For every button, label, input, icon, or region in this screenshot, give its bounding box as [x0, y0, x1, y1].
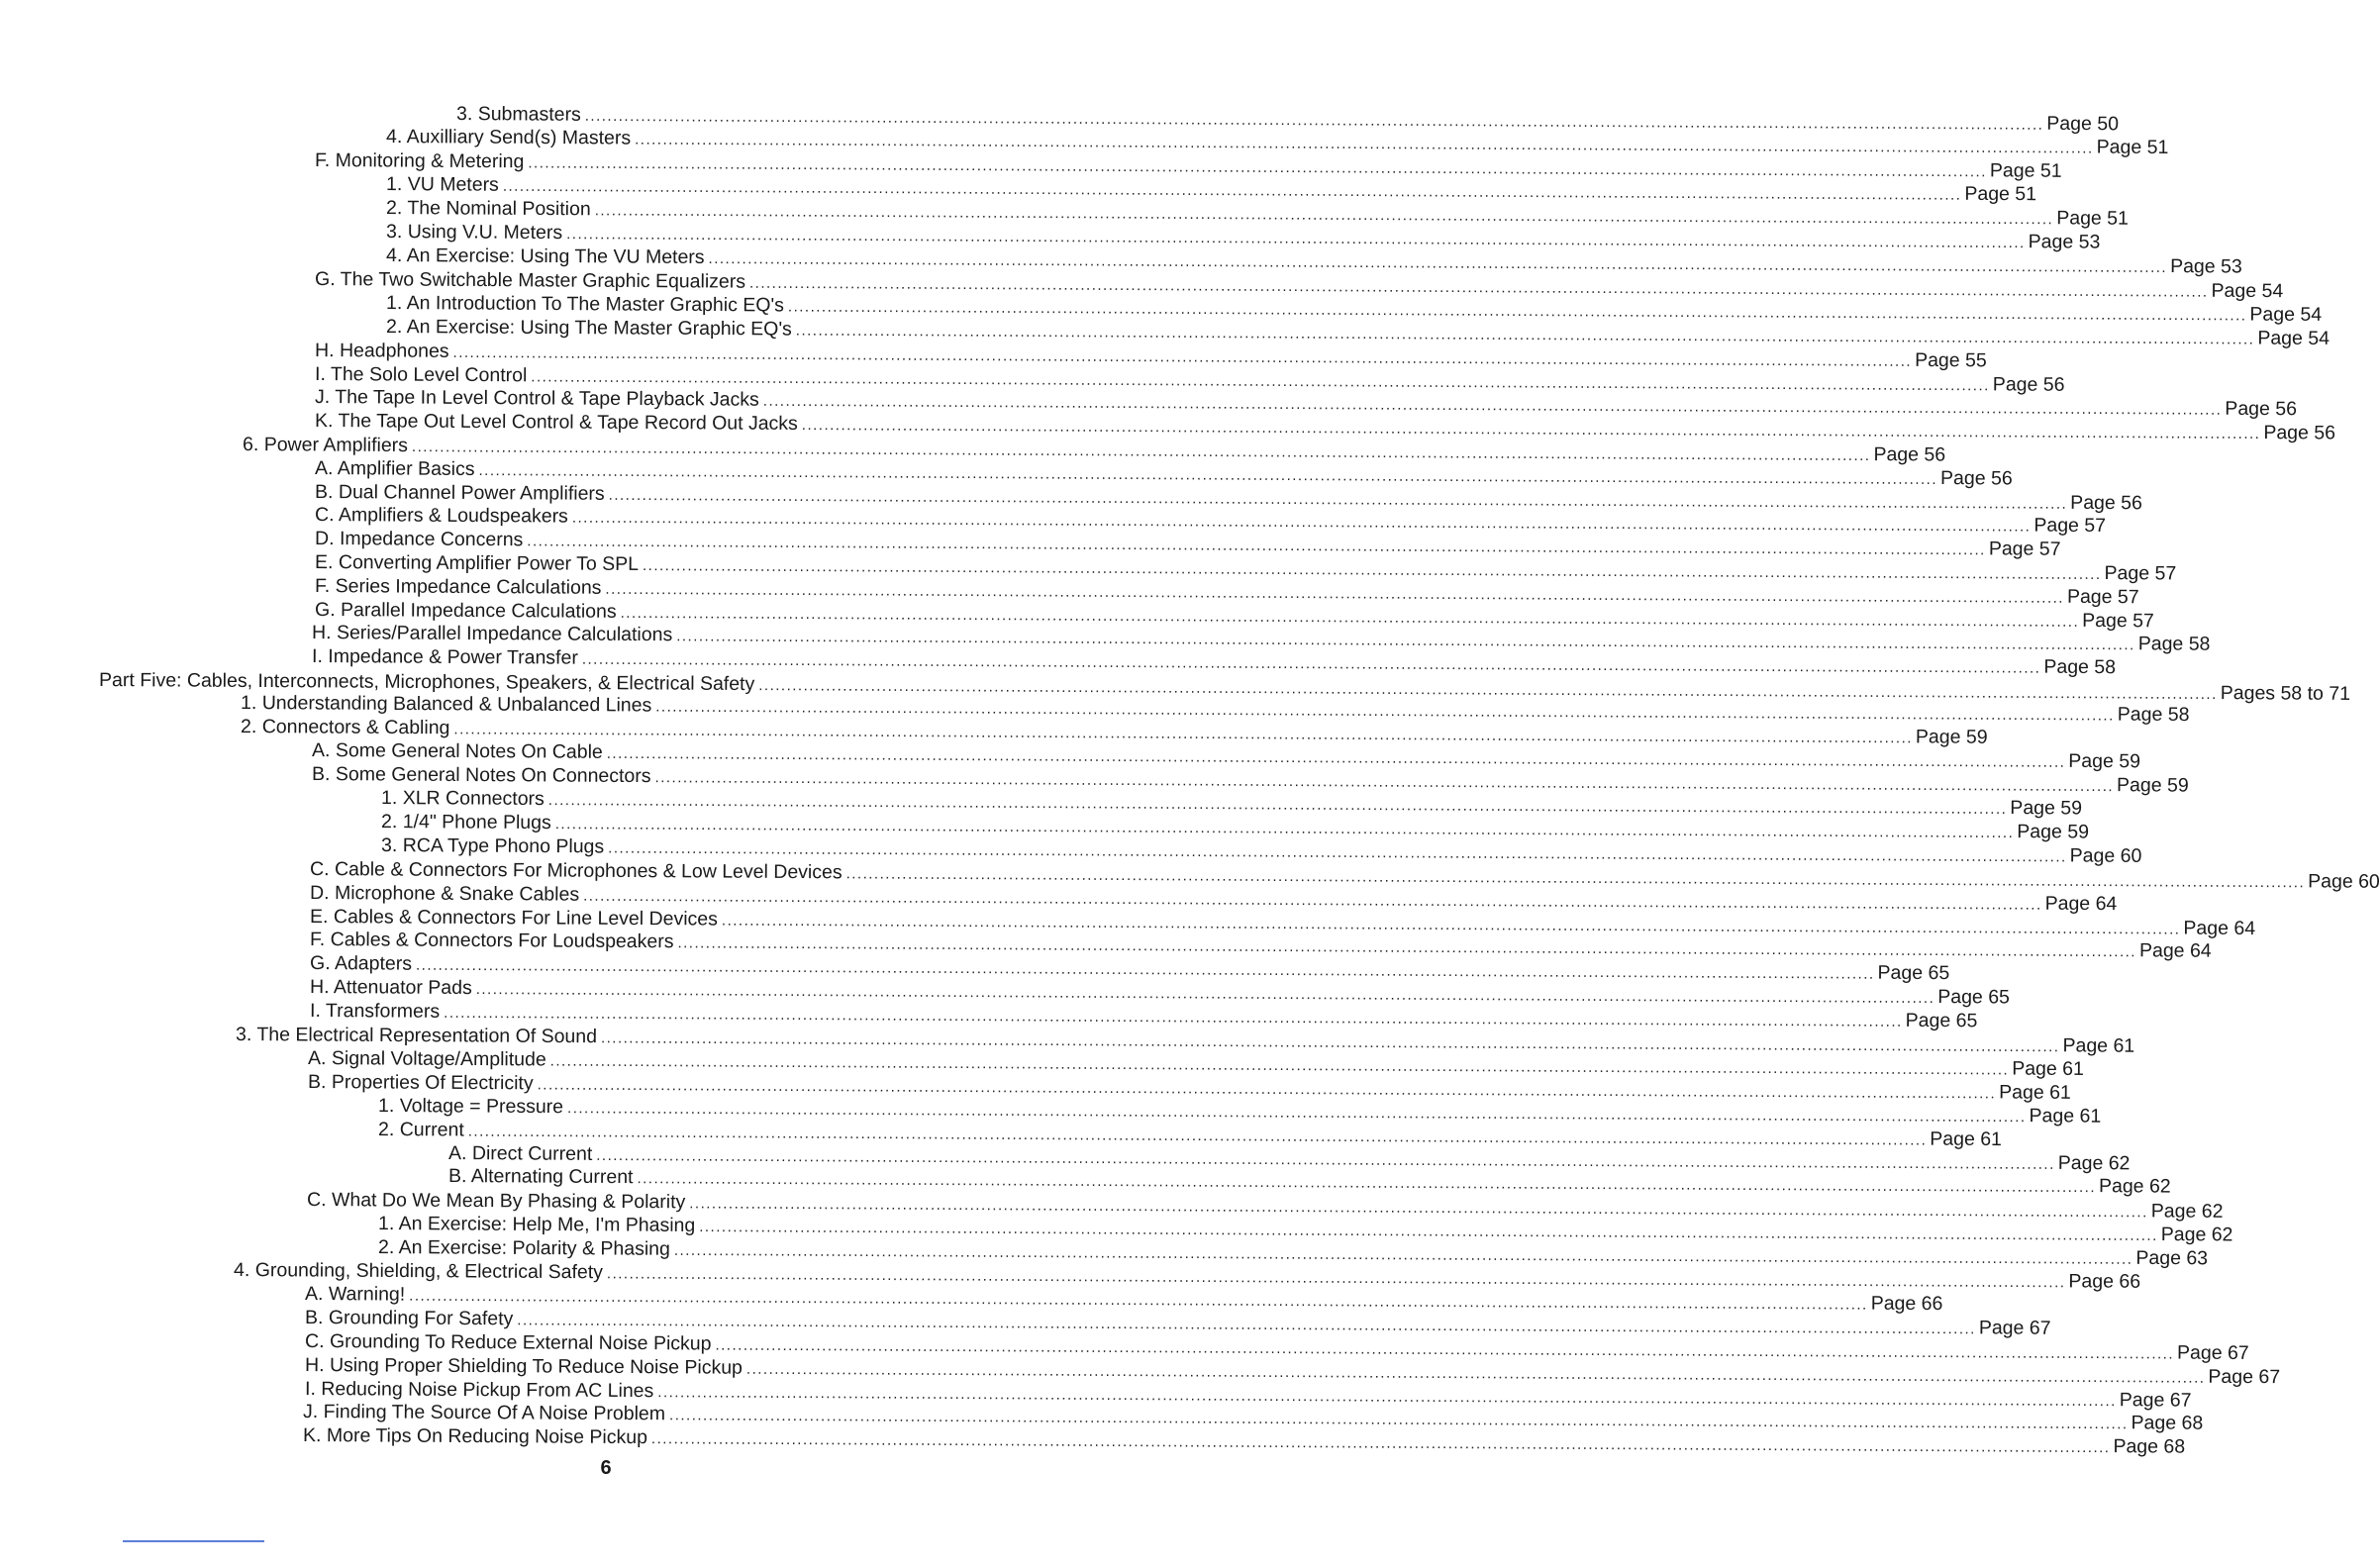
toc-entry-title: 1. XLR Connectors	[381, 787, 545, 811]
toc-entry-page: Page 68	[2113, 1435, 2186, 1458]
toc-entry-title: K. More Tips On Reducing Noise Pickup	[303, 1424, 648, 1449]
dot-leader: ....................................................................................................................................................................................................................................................................	[415, 956, 1875, 983]
toc-entry-title: A. Direct Current	[448, 1142, 593, 1165]
toc-entry-title: 1. VU Meters	[386, 173, 499, 196]
toc-entry-page: Page 67	[2176, 1341, 2249, 1364]
toc-entry-title: 2. The Nominal Position	[386, 197, 591, 221]
dot-leader: ....................................................................................................................................................................................................................................................................	[689, 1195, 2148, 1222]
dot-leader: ....................................................................................................................................................................................................................................................................	[795, 322, 2255, 348]
toc-entry-page: Page 51	[2056, 207, 2129, 230]
toc-entry-page: Pages 58 to 71	[2220, 682, 2351, 705]
dot-leader: ....................................................................................................................................................................................................................................................................	[547, 792, 2008, 819]
dot-leader: ....................................................................................................................................................................................................................................................................	[527, 533, 1986, 559]
dot-leader: ....................................................................................................................................................................................................................................................................	[657, 1384, 2117, 1411]
toc-entry-title: G. The Two Switchable Master Graphic Equalizers	[315, 268, 746, 293]
dot-leader: ....................................................................................................................................................................................................................................................................	[620, 604, 2080, 631]
dot-leader: ....................................................................................................................................................................................................................................................................	[566, 226, 2026, 252]
dot-leader: ....................................................................................................................................................................................................................................................................	[554, 816, 2015, 842]
dot-leader: ....................................................................................................................................................................................................................................................................	[606, 744, 2066, 771]
toc-entry-title: 4. Auxilliary Send(s) Masters	[386, 126, 632, 149]
toc-entry-title: 1. An Exercise: Help Me, I'm Phasing	[378, 1213, 696, 1236]
toc-entry-page: Page 58	[2043, 655, 2117, 679]
toc-entry-page: Page 51	[1989, 159, 2062, 182]
dot-leader: ....................................................................................................................................................................................................................................................................	[531, 368, 1990, 395]
dot-leader: ....................................................................................................................................................................................................................................................................	[655, 698, 2115, 725]
dot-leader: ....................................................................................................................................................................................................................................................................	[583, 887, 2042, 914]
toc-entry-title: H. Series/Parallel Impedance Calculations	[312, 622, 673, 646]
dot-leader: ....................................................................................................................................................................................................................................................................	[715, 1336, 2175, 1363]
toc-entry-page: Page 57	[2033, 514, 2107, 538]
toc-entry-page: Page 66	[1870, 1292, 1943, 1316]
toc-entry-title: C. Amplifiers & Loudspeakers	[315, 504, 568, 528]
toc-entry-title: 4. Grounding, Shielding, & Electrical Safety	[234, 1259, 604, 1284]
toc-entry-title: 3. The Electrical Representation Of Sound	[236, 1024, 598, 1048]
toc-entry	[378, 1093, 2102, 1127]
toc-entry-title: H. Using Proper Shielding To Reduce Noise Pickup	[305, 1354, 744, 1379]
dot-leader: ....................................................................................................................................................................................................................................................................	[452, 343, 1913, 370]
blue-underline-mark	[123, 1540, 264, 1542]
dot-leader: ....................................................................................................................................................................................................................................................................	[721, 912, 2181, 938]
toc-entry-page: Page 64	[2044, 892, 2118, 916]
toc-entry-title: A. Warning!	[305, 1283, 406, 1306]
toc-entry-title: 1. An Introduction To The Master Graphic EQ's	[386, 292, 785, 317]
toc-entry-page: Page 54	[2211, 279, 2284, 303]
toc-entry-page: Page 67	[2208, 1365, 2281, 1389]
toc-entry	[303, 1422, 2186, 1458]
toc-entry-page: Page 60	[2069, 844, 2142, 867]
toc-entry-title: C. What Do We Mean By Phasing & Polarity	[307, 1189, 686, 1214]
toc-entry-page: Page 65	[1877, 961, 1950, 985]
toc-entry-page: Page 59	[1915, 726, 1988, 748]
toc-entry-title: I. Reducing Noise Pickup From AC Lines	[305, 1378, 654, 1403]
toc-entry-page: Page 59	[2117, 774, 2189, 797]
toc-entry-page: Page 57	[1988, 538, 2061, 560]
toc-entry-title: D. Impedance Concerns	[315, 528, 524, 551]
toc-entry-title: B. Alternating Current	[448, 1165, 634, 1189]
dot-leader: ....................................................................................................................................................................................................................................................................	[635, 131, 2094, 157]
toc-entry-title: H. Attenuator Pads	[310, 976, 472, 999]
toc-entry-title: A. Signal Voltage/Amplitude	[308, 1047, 546, 1071]
toc-entry-page: Page 56	[1873, 443, 1946, 466]
dot-leader: ....................................................................................................................................................................................................................................................................	[478, 462, 1938, 489]
toc-entry-page: Page 56	[2225, 397, 2298, 421]
toc-entry	[386, 314, 2330, 349]
dot-leader: ....................................................................................................................................................................................................................................................................	[528, 154, 1987, 181]
dot-leader: ....................................................................................................................................................................................................................................................................	[787, 298, 2247, 325]
dot-leader: ....................................................................................................................................................................................................................................................................	[642, 557, 2102, 584]
toc-entry	[381, 833, 2142, 867]
dot-leader: ....................................................................................................................................................................................................................................................................	[502, 177, 1962, 204]
toc-entry-page: Page 57	[2082, 609, 2154, 633]
toc-entry-title: 2. An Exercise: Using The Master Graphic EQ's	[386, 316, 792, 341]
toc-entry-page: Page 56	[1939, 467, 2013, 490]
dot-leader: ....................................................................................................................................................................................................................................................................	[654, 769, 2115, 796]
dot-leader: ....................................................................................................................................................................................................................................................................	[411, 439, 1871, 465]
dot-leader: ....................................................................................................................................................................................................................................................................	[467, 1123, 1928, 1149]
dot-leader: ....................................................................................................................................................................................................................................................................	[708, 249, 2168, 276]
dot-leader: ....................................................................................................................................................................................................................................................................	[549, 1052, 2010, 1079]
dot-leader: ....................................................................................................................................................................................................................................................................	[409, 1287, 1868, 1314]
toc-entry-page: Page 54	[2249, 303, 2323, 326]
dot-leader: ....................................................................................................................................................................................................................................................................	[608, 486, 2068, 513]
toc-entry	[448, 1163, 2171, 1198]
toc-entry-page: Page 64	[2183, 917, 2256, 940]
toc-entry	[378, 1211, 2233, 1246]
toc-entry-title: 6. Power Amplifiers	[243, 434, 409, 457]
toc-entry-page: Page 65	[1937, 986, 2010, 1009]
toc-entry-title: F. Cables & Connectors For Loudspeakers	[310, 929, 674, 953]
toc-entry-page: Page 60	[2308, 870, 2380, 893]
toc-entry-title: I. Impedance & Power Transfer	[312, 645, 578, 669]
dot-leader: ....................................................................................................................................................................................................................................................................	[453, 721, 1914, 747]
dot-leader: ....................................................................................................................................................................................................................................................................	[650, 1430, 2111, 1457]
toc-entry-page: Page 64	[2138, 939, 2212, 962]
toc-entry	[386, 195, 2129, 230]
toc-entry-page: Page 61	[2062, 1034, 2135, 1057]
toc-entry-page: Page 59	[2068, 749, 2141, 773]
toc-entry-page: Page 66	[2068, 1270, 2141, 1293]
dot-leader: ....................................................................................................................................................................................................................................................................	[745, 1360, 2206, 1387]
toc-entry-title: 1. Understanding Balanced & Unbalanced Lines	[241, 692, 652, 717]
toc-entry-title: H. Headphones	[315, 340, 449, 362]
toc-entry-title: J. The Tape In Level Control & Tape Playback Jacks	[315, 386, 759, 411]
toc-entry-page: Page 61	[1930, 1127, 2003, 1151]
toc-entry-title: F. Monitoring & Metering	[315, 149, 525, 173]
toc-entry-title: G. Adapters	[310, 952, 413, 975]
toc-entry	[310, 998, 1978, 1032]
toc-entry-page: Page 51	[1964, 182, 2037, 206]
toc-entry-title: F. Series Impedance Calculations	[315, 575, 602, 599]
toc-entry-page: Page 53	[2028, 231, 2101, 253]
dot-leader: ....................................................................................................................................................................................................................................................................	[537, 1076, 1997, 1103]
toc-entry-title: C. Cable & Connectors For Microphones & Low Level Devices	[310, 858, 843, 884]
dot-leader: ....................................................................................................................................................................................................................................................................	[594, 202, 2054, 229]
toc-entry-title: I. The Solo Level Control	[315, 363, 528, 387]
dot-leader: ....................................................................................................................................................................................................................................................................	[571, 509, 2032, 536]
toc-entry-title: J. Finding The Source Of A Noise Problem	[303, 1401, 666, 1425]
toc-entry-title: B. Grounding For Safety	[305, 1307, 514, 1330]
toc-entry-page: Page 50	[2046, 112, 2120, 136]
toc-entry-title: 2. Current	[378, 1119, 464, 1141]
toc-entry-page: Page 68	[2131, 1412, 2204, 1434]
toc-entry-title: E. Converting Amplifier Power To SPL	[315, 551, 640, 575]
toc-entry-page: Page 57	[2104, 562, 2177, 585]
toc-entry-page: Page 59	[2010, 797, 2083, 820]
toc-entry	[378, 1234, 2209, 1270]
toc-entry-title: C. Grounding To Reduce External Noise Pickup	[305, 1330, 712, 1355]
toc-entry	[312, 643, 2117, 679]
toc-entry-page: Page 54	[2257, 327, 2330, 349]
toc-entry-page: Page 67	[1978, 1317, 2051, 1339]
dot-leader: ....................................................................................................................................................................................................................................................................	[801, 417, 2261, 443]
dot-leader: ....................................................................................................................................................................................................................................................................	[581, 650, 2041, 677]
dot-leader: ....................................................................................................................................................................................................................................................................	[758, 677, 2218, 704]
toc-entry-title: 3. Submasters	[456, 103, 581, 126]
toc-entry-page: Page 63	[2135, 1246, 2209, 1270]
toc-entry-page: Page 56	[2263, 422, 2336, 444]
toc-entry-title: 2. Connectors & Cabling	[241, 716, 450, 739]
toc-entry-title: Part Five: Cables, Interconnects, Microphones, Speakers, & Electrical Safety	[99, 669, 755, 696]
dot-leader: ....................................................................................................................................................................................................................................................................	[475, 981, 1935, 1008]
toc-entry-page: Page 59	[2017, 821, 2090, 843]
dot-leader: ....................................................................................................................................................................................................................................................................	[762, 392, 2223, 419]
page-number: 6	[600, 1457, 612, 1479]
dot-leader: ....................................................................................................................................................................................................................................................................	[637, 1170, 2097, 1197]
toc-entry-page: Page 51	[2096, 136, 2169, 158]
dot-leader: ....................................................................................................................................................................................................................................................................	[567, 1100, 2027, 1127]
toc-entry-title: D. Microphone & Snake Cables	[310, 882, 580, 906]
toc-entry-title: 2. 1/4" Phone Plugs	[381, 811, 551, 834]
toc-entry-page: Page 61	[2012, 1057, 2084, 1080]
dot-leader: ....................................................................................................................................................................................................................................................................	[517, 1312, 1976, 1338]
toc-entry-title: 3. Using V.U. Meters	[386, 221, 563, 245]
toc-entry-page: Page 67	[2119, 1389, 2192, 1412]
toc-entry-title: B. Properties Of Electricity	[308, 1071, 534, 1095]
dot-leader: ....................................................................................................................................................................................................................................................................	[608, 839, 2067, 866]
toc-entry-page: Page 61	[2029, 1105, 2102, 1127]
toc-entry-page: Page 57	[2066, 585, 2139, 609]
toc-entry-title: 2. An Exercise: Polarity & Phasing	[378, 1236, 670, 1260]
toc-entry-title: E. Cables & Connectors For Line Level Devices	[310, 906, 719, 931]
dot-leader: ....................................................................................................................................................................................................................................................................	[596, 1146, 2055, 1173]
toc-entry-page: Page 65	[1905, 1009, 1978, 1032]
dot-leader: ....................................................................................................................................................................................................................................................................	[676, 628, 2135, 654]
toc-entry-title: A. Some General Notes On Cable	[312, 739, 603, 763]
toc-entry-title: 4. An Exercise: Using The VU Meters	[386, 245, 705, 268]
dot-leader: ....................................................................................................................................................................................................................................................................	[584, 107, 2044, 134]
dot-leader: ....................................................................................................................................................................................................................................................................	[748, 274, 2209, 301]
toc-entry-page: Page 56	[1992, 373, 2065, 396]
toc-entry-page: Page 53	[2170, 255, 2242, 278]
dot-leader: ....................................................................................................................................................................................................................................................................	[605, 580, 2065, 607]
toc-entry	[386, 243, 2242, 278]
dot-leader: ....................................................................................................................................................................................................................................................................	[444, 1004, 1903, 1030]
toc-entry-page: Page 62	[2098, 1175, 2171, 1198]
toc-entry-page: Page 61	[1999, 1081, 2071, 1104]
toc-entry-page: Page 62	[2160, 1224, 2233, 1246]
toc-entry-title: K. The Tape Out Level Control & Tape Record Out Jacks	[315, 410, 798, 435]
toc-entry-title: B. Some General Notes On Connectors	[312, 763, 651, 788]
toc-entry-page: Page 56	[2070, 491, 2142, 515]
toc-entry	[315, 408, 2336, 444]
toc-entry-title: I. Transformers	[310, 1000, 441, 1023]
toc-entry	[381, 809, 2090, 843]
toc-entry-title: 3. RCA Type Phono Plugs	[381, 834, 605, 858]
dot-leader: ....................................................................................................................................................................................................................................................................	[668, 1407, 2129, 1433]
toc-entry	[386, 171, 2037, 206]
toc-entry-page: Page 58	[2137, 633, 2211, 655]
toc-entry-title: 1. Voltage = Pressure	[378, 1095, 564, 1119]
dot-leader: ....................................................................................................................................................................................................................................................................	[845, 865, 2306, 892]
toc-entry	[386, 290, 2323, 326]
toc-entry-page: Page 62	[2150, 1200, 2224, 1223]
dot-leader: ....................................................................................................................................................................................................................................................................	[673, 1241, 2133, 1268]
dot-leader: ....................................................................................................................................................................................................................................................................	[600, 1029, 2060, 1056]
dot-leader: ....................................................................................................................................................................................................................................................................	[606, 1265, 2066, 1292]
dot-leader: ....................................................................................................................................................................................................................................................................	[677, 934, 2137, 961]
toc-entry-title: A. Amplifier Basics	[315, 457, 475, 480]
toc-entry-page: Page 55	[1915, 348, 1987, 372]
toc-entry-title: G. Parallel Impedance Calculations	[315, 599, 617, 623]
toc-entry-page: Page 58	[2117, 703, 2190, 727]
toc-entry-page: Page 62	[2057, 1151, 2131, 1175]
toc-entry	[386, 219, 2101, 253]
toc-entry	[381, 785, 2083, 820]
dot-leader: ....................................................................................................................................................................................................................................................................	[699, 1218, 2158, 1244]
toc-entry-title: B. Dual Channel Power Amplifiers	[315, 481, 605, 505]
